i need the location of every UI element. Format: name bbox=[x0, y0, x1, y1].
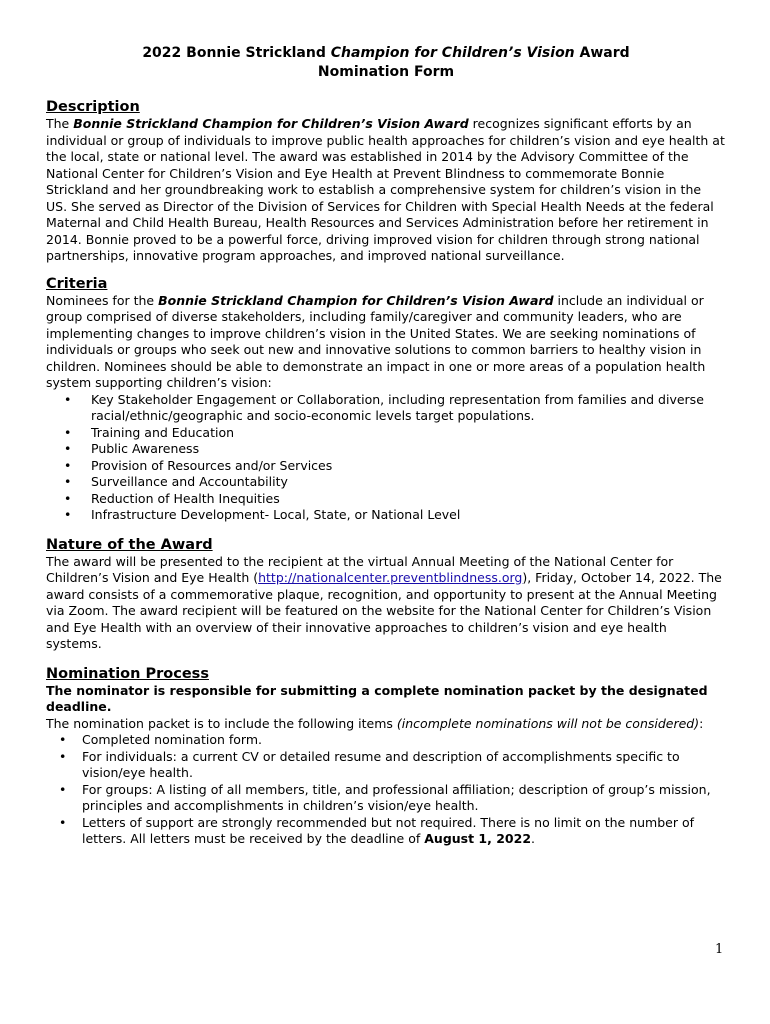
list-item: • Key Stakeholder Engagement or Collaboration, including representation from families and diverse racial/ethnic/geographic and socio-economic levels target populations. bbox=[46, 392, 726, 425]
criteria-section bbox=[46, 275, 726, 524]
process-heading: Nomination Process bbox=[46, 665, 209, 682]
nature-section bbox=[46, 536, 726, 653]
page-number: 1 bbox=[715, 942, 724, 957]
criteria-heading: Criteria bbox=[46, 275, 108, 292]
nature-heading: Nature of the Award bbox=[46, 536, 213, 553]
list-item: • Completed nomination form. bbox=[46, 732, 726, 749]
document-page bbox=[46, 44, 726, 858]
description-heading: Description bbox=[46, 99, 140, 115]
page-title bbox=[46, 44, 726, 82]
national-center-link[interactable]: http://nationalcenter.preventblindness.org bbox=[258, 570, 523, 585]
process-section bbox=[46, 665, 726, 848]
criteria-list bbox=[46, 392, 726, 524]
list-item: • For groups: A listing of all members, title, and professional affiliation; description of group’s mission, principles and accomplishments in children’s vision/eye health. bbox=[46, 782, 726, 815]
list-item: • Infrastructure Development- Local, State, or National Level bbox=[46, 507, 726, 524]
title-line-1: 2022 Bonnie Strickland Champion for Children’s Vision Award bbox=[142, 45, 630, 61]
list-item: • Public Awareness bbox=[46, 441, 726, 458]
list-item: • Surveillance and Accountability bbox=[46, 474, 726, 491]
nature-text: The award will be presented to the recipient at the virtual Annual Meeting of the National Center for Children’s Vision and Eye Health (http://nationalcenter.preventblindness.org), Friday, October 14, 2022. The award consists of a commemorative plaque, recognition, and opportunity to present at the Annual Meeting via Zoom. The award recipient will be featured on the website for the National Center for Children’s Vision and Eye Health with an overview of their innovative approaches to children’s vision and eye health systems. bbox=[46, 553, 722, 651]
list-item: • Provision of Resources and/or Services bbox=[46, 458, 726, 475]
list-item: • Training and Education bbox=[46, 425, 726, 442]
description-section bbox=[46, 98, 726, 265]
list-item: • For individuals: a current CV or detailed resume and description of accomplishments specific to vision/eye health. bbox=[46, 749, 726, 782]
process-intro: The nomination packet is to include the following items (incomplete nominations will not be considered): bbox=[46, 715, 704, 731]
title-line-2: Nomination Form bbox=[317, 64, 455, 80]
description-text: The Bonnie Strickland Champion for Children’s Vision Award recognizes significant efforts by an individual or group of individuals to improve public health approaches for children’s vision and eye health at the local, state or national level. The award was established in 2014 by the Advisory Committee of the National Center for Children’s Vision and Eye Health at Prevent Blindness to commemorate Bonnie Strickland and her groundbreaking work to establish a comprehensive system for children’s vision in the US. She served as Director of the Division of Services for Children with Special Health Needs at the federal Maternal and Child Health Bureau, Health Resources and Services Administration before her retirement in 2014. Bonnie proved to be a powerful force, driving improved vision for children through strong national partnerships, innovative program approaches, and improved national surveillance. bbox=[46, 116, 725, 263]
list-item: • Letters of support are strongly recommended but not required. There is no limit on the number of letters. All letters must be received by the deadline of August 1, 2022. bbox=[46, 815, 726, 848]
criteria-text: Nominees for the Bonnie Strickland Champion for Children’s Vision Award include an individual or group comprised of diverse stakeholders, including family/caregiver and community leaders, who are implementing changes to improve children’s vision in the United States. We are seeking nominations of individuals or groups who seek out new and innovative solutions to common barriers to healthy vision in children. Nominees should be able to demonstrate an impact in one or more areas of a population health system supporting children’s vision: bbox=[46, 292, 706, 390]
list-item: • Reduction of Health Inequities bbox=[46, 491, 726, 508]
process-bold-line: The nominator is responsible for submitting a complete nomination packet by the designated deadline. bbox=[46, 682, 708, 714]
packet-list bbox=[46, 732, 726, 848]
